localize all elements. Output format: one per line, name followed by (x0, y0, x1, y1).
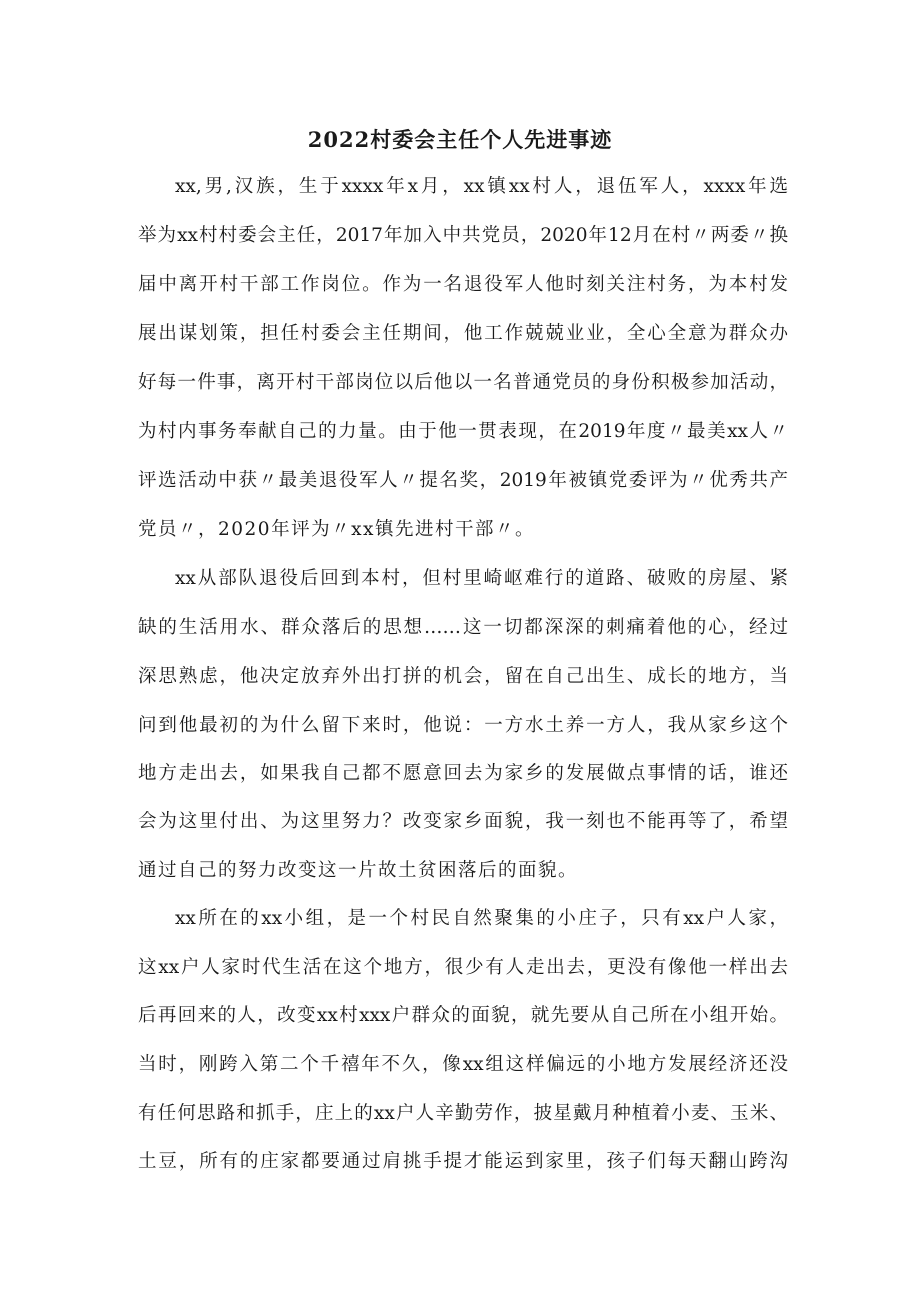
document-title: 2022村委会主任个人先进事迹 (307, 127, 613, 152)
text-line: 深思熟虑，他决定放弃外出打拼的机会，留在自己出生、成长的地方，当 (138, 666, 788, 687)
text-line: xx从部队退役后回到本村，但村里崎岖难行的道路、破败的房屋、紧 (175, 568, 788, 589)
text-line: 展出谋划策，担任村委会主任期间，他工作兢兢业业，全心全意为群众办 (138, 323, 788, 344)
text-line: 土豆，所有的庄家都要通过肩挑手提才能运到家里，孩子们每天翻山跨沟 (138, 1151, 788, 1172)
text-line: 届中离开村干部工作岗位。作为一名退役军人他时刻关注村务，为本村发 (138, 274, 788, 295)
text-line: 有任何思路和抓手，庄上的xx户人辛勤劳作，披星戴月种植着小麦、玉米、 (138, 1103, 788, 1124)
text-line: 会为这里付出、为这里努力？改变家乡面貌，我一刻也不能再等了，希望 (138, 811, 788, 832)
text-line: 举为xx村村委会主任，2017年加入中共党员，2020年12月在村〃两委〃换 (138, 225, 788, 246)
text-line: 缺的生活用水、群众落后的思想……这一切都深深的刺痛着他的心，经过 (138, 617, 788, 638)
text-line: 后再回来的人，改变xx村xxx户群众的面貌，就先要从自己所在小组开始。 (138, 1005, 788, 1026)
text-line: 地方走出去，如果我自己都不愿意回去为家乡的发展做点事情的话，谁还 (138, 763, 788, 784)
text-line: xx,男,汉族，生于xxxx年x月，xx镇xx村人，退伍军人，xxxx年选 (175, 176, 788, 197)
text-line: 通过自己的努力改变这一片故土贫困落后的面貌。 (138, 860, 579, 881)
text-line: 当时，刚跨入第二个千禧年不久，像xx组这样偏远的小地方发展经济还没 (138, 1054, 788, 1075)
text-line: 党员〃，2020年评为〃xx镇先进村干部〃。 (138, 519, 535, 540)
text-line: 为村内事务奉献自己的力量。由于他一贯表现，在2019年度〃最美xx人〃 (138, 421, 788, 442)
text-line: 这xx户人家时代生活在这个地方，很少有人走出去，更没有像他一样出去 (138, 957, 788, 978)
text-line: xx所在的xx小组，是一个村民自然聚集的小庄子，只有xx户人家， (175, 908, 788, 929)
text-line: 问到他最初的为什么留下来时，他说：一方水土养一方人，我从家乡这个 (138, 715, 788, 736)
text-line: 好每一件事，离开村干部岗位以后他以一名普通党员的身份积极参加活动， (138, 372, 788, 393)
text-line: 评选活动中获〃最美退役军人〃提名奖，2019年被镇党委评为〃优秀共产 (138, 470, 788, 491)
